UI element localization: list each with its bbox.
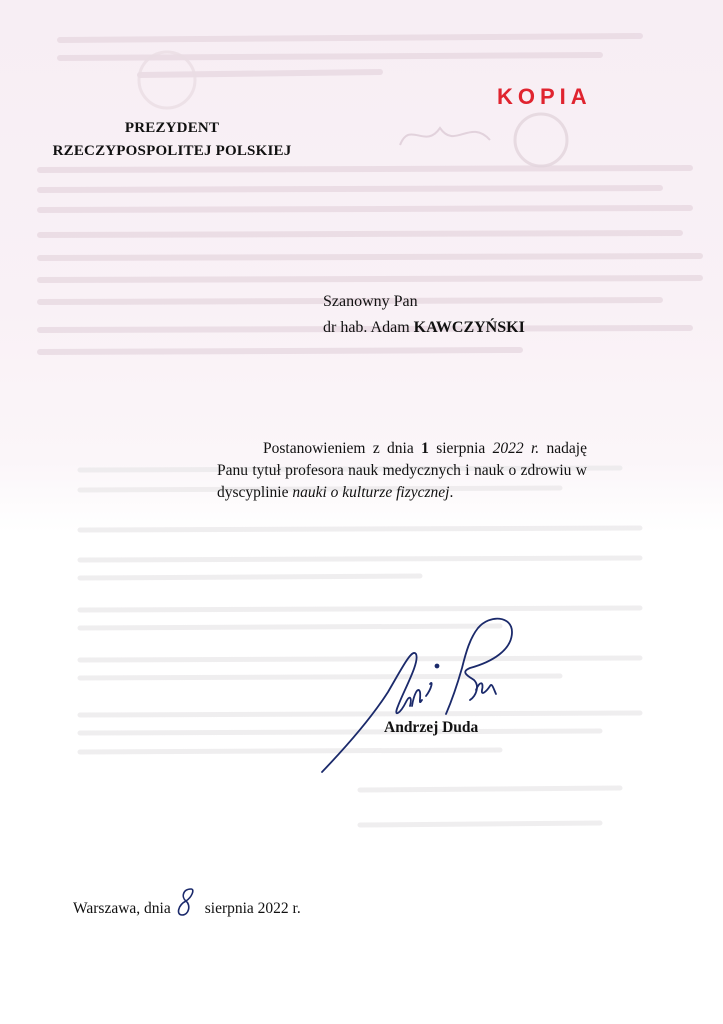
copy-stamp: KOPIA [497, 84, 592, 109]
body-part1: Postanowieniem z dnia [263, 440, 422, 457]
body-part2: nadaję Panu tytuł profesora nauk medycznych i nauk o zdrowiu w dyscyplinie [217, 440, 587, 501]
place-and-date [73, 897, 301, 918]
decision-year-suffix: r. [523, 440, 540, 457]
decision-day: 1 [421, 440, 429, 457]
handwritten-day [171, 897, 205, 915]
addressee-name-line [323, 315, 525, 341]
addressee-surname: KAWCZYŃSKI [413, 319, 525, 336]
addressee-title: dr hab. Adam [323, 319, 414, 336]
handwritten-day-digit [175, 885, 201, 919]
date-place: Warszawa, dnia [73, 900, 171, 917]
issuer-country: RZECZYPOSPOLITEJ POLSKIEJ [52, 143, 292, 159]
signer-name: Andrzej Duda [384, 719, 479, 736]
decision-text [217, 438, 587, 504]
date-rest: sierpnia 2022 r. [204, 900, 301, 917]
handwritten-signature [300, 610, 530, 780]
discipline-name: nauki o kulturze fizycznej [292, 484, 450, 501]
decision-year: 2022 [492, 440, 524, 457]
salutation: Szanowny Pan [323, 293, 418, 310]
body-end: . [449, 484, 454, 501]
decision-month: sierpnia [428, 440, 493, 457]
issuer-title: PREZYDENT [124, 120, 220, 136]
issuer-header [22, 117, 322, 163]
addressee-block [323, 289, 525, 341]
